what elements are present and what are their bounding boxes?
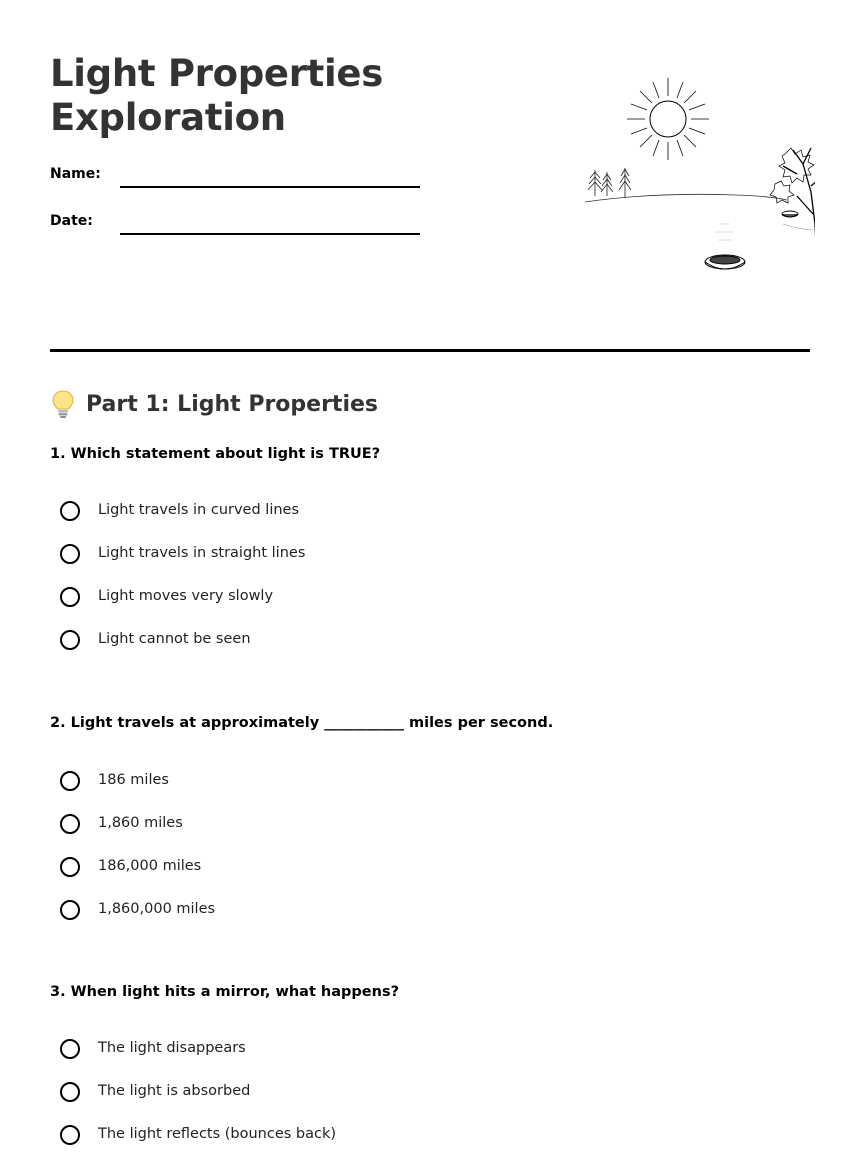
sun-lake-boat-scene-icon: [535, 74, 815, 284]
answer-option-label: The light reflects (bounces back): [98, 1126, 337, 1142]
radio-button[interactable]: [60, 501, 80, 521]
radio-button[interactable]: [60, 1082, 80, 1102]
answer-option-label: Light cannot be seen: [98, 631, 251, 647]
question-text: 3. When light hits a mirror, what happens?: [50, 984, 399, 1000]
answer-option-label: 186,000 miles: [98, 858, 202, 874]
answer-options: [60, 1037, 336, 1166]
answer-option[interactable]: [60, 855, 215, 898]
name-field: [50, 164, 430, 192]
date-field: [50, 211, 430, 239]
rowboat-icon: [705, 255, 745, 269]
section-title: Part 1: Light Properties: [86, 391, 378, 417]
radio-button[interactable]: [60, 630, 80, 650]
radio-button[interactable]: [60, 900, 80, 920]
answer-option[interactable]: [60, 898, 215, 941]
answer-option-label: Light travels in curved lines: [98, 502, 300, 518]
small-boat-icon: [782, 211, 798, 217]
radio-button[interactable]: [60, 814, 80, 834]
answer-option-label: Light moves very slowly: [98, 588, 274, 604]
title-line-2: Exploration: [50, 96, 286, 139]
answer-option-label: The light disappears: [98, 1040, 246, 1056]
question-2: [50, 713, 810, 917]
lightbulb-icon: [50, 389, 76, 419]
radio-button[interactable]: [60, 544, 80, 564]
answer-option[interactable]: [60, 769, 215, 812]
question-text: 2. Light travels at approximately ___________ miles per second.: [50, 715, 554, 731]
answer-option-label: 1,860 miles: [98, 815, 183, 831]
answer-option[interactable]: [60, 499, 305, 542]
question-1: [50, 444, 810, 647]
name-input-line[interactable]: [120, 186, 420, 188]
header-divider: [50, 349, 810, 352]
answer-option[interactable]: [60, 1037, 336, 1080]
answer-option-label: The light is absorbed: [98, 1083, 251, 1099]
radio-button[interactable]: [60, 771, 80, 791]
answer-option-label: 186 miles: [98, 772, 169, 788]
answer-options: [60, 499, 305, 671]
answer-option[interactable]: [60, 1080, 336, 1123]
section-heading: [50, 388, 378, 420]
radio-button[interactable]: [60, 587, 80, 607]
answer-option-label: 1,860,000 miles: [98, 901, 216, 917]
answer-option[interactable]: [60, 628, 305, 671]
question-3: [50, 982, 810, 1142]
answer-option[interactable]: [60, 542, 305, 585]
date-label: Date:: [50, 213, 93, 229]
large-trees-icon: [783, 148, 815, 266]
radio-button[interactable]: [60, 1039, 80, 1059]
answer-option-label: Light travels in straight lines: [98, 545, 306, 561]
radio-button[interactable]: [60, 1125, 80, 1145]
title-line-1: Light Properties: [50, 52, 383, 95]
answer-option[interactable]: [60, 585, 305, 628]
sun-icon: [627, 78, 709, 160]
radio-button[interactable]: [60, 857, 80, 877]
distant-trees-icon: [588, 168, 631, 198]
question-text: 1. Which statement about light is TRUE?: [50, 446, 381, 462]
name-label: Name:: [50, 166, 101, 182]
date-input-line[interactable]: [120, 233, 420, 235]
answer-option[interactable]: [60, 812, 215, 855]
answer-options: [60, 769, 215, 941]
answer-option[interactable]: [60, 1123, 336, 1166]
worksheet-header: [50, 52, 810, 312]
